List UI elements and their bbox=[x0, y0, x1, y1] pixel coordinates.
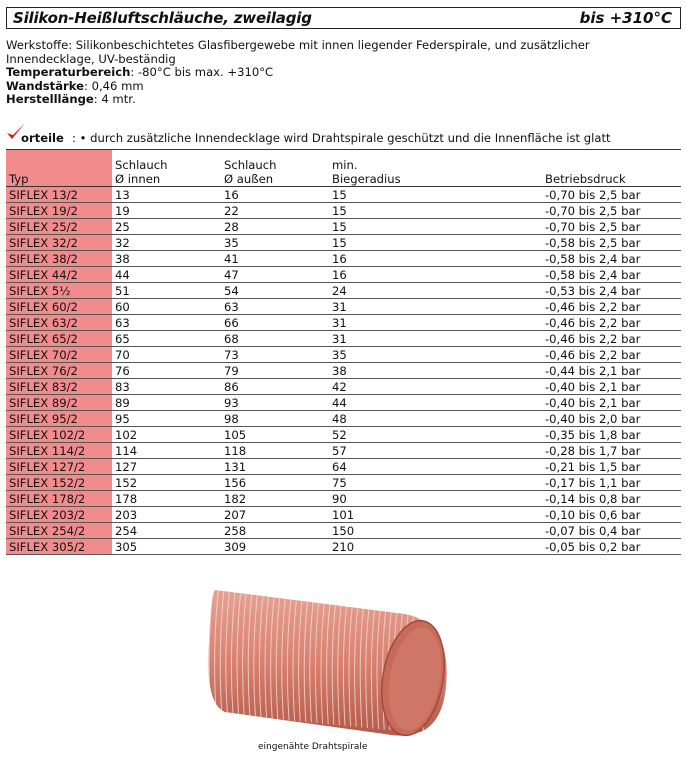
cell-pressure: -0,70 bis 2,5 bar bbox=[437, 203, 681, 219]
cell-bend-radius: 42 bbox=[329, 379, 437, 395]
table-header-row bbox=[6, 150, 681, 187]
cell-pressure: -0,10 bis 0,6 bar bbox=[437, 507, 681, 523]
cell-typ: SIFLEX 305/2 bbox=[6, 539, 112, 555]
spec-herstelllaenge-label: Herstelllänge bbox=[6, 92, 94, 106]
header-radius-line2: Biegeradius bbox=[332, 172, 401, 186]
image-caption: eingenähte Drahtspirale bbox=[258, 742, 368, 752]
cell-pressure: -0,58 bis 2,4 bar bbox=[437, 267, 681, 283]
cell-inner-diameter: 76 bbox=[112, 363, 221, 379]
cell-outer-diameter: 86 bbox=[221, 379, 329, 395]
cell-outer-diameter: 93 bbox=[221, 395, 329, 411]
advantages-text: : • durch zusätzliche Innendecklage wird Drahtspirale geschützt und die Innenfläche ist glatt bbox=[72, 131, 611, 145]
cell-bend-radius: 101 bbox=[329, 507, 437, 523]
cell-typ: SIFLEX 13/2 bbox=[6, 187, 112, 203]
cell-outer-diameter: 98 bbox=[221, 411, 329, 427]
cell-typ: SIFLEX 83/2 bbox=[6, 379, 112, 395]
cell-outer-diameter: 66 bbox=[221, 315, 329, 331]
spec-wandstaerke bbox=[6, 80, 678, 94]
cell-inner-diameter: 60 bbox=[112, 299, 221, 315]
cell-outer-diameter: 47 bbox=[221, 267, 329, 283]
cell-pressure: -0,40 bis 2,1 bar bbox=[437, 395, 681, 411]
spec-temperatur-value: : -80°C bis max. +310°C bbox=[130, 65, 274, 79]
specifications bbox=[6, 39, 678, 107]
table-row bbox=[6, 443, 681, 459]
cell-pressure: -0,46 bis 2,2 bar bbox=[437, 347, 681, 363]
cell-typ: SIFLEX 65/2 bbox=[6, 331, 112, 347]
hose-image bbox=[205, 584, 465, 744]
cell-pressure: -0,58 bis 2,5 bar bbox=[437, 235, 681, 251]
cell-inner-diameter: 254 bbox=[112, 523, 221, 539]
header-pressure: Betriebsdruck bbox=[437, 150, 681, 187]
table-row bbox=[6, 187, 681, 203]
cell-outer-diameter: 156 bbox=[221, 475, 329, 491]
cell-inner-diameter: 203 bbox=[112, 507, 221, 523]
title-bar bbox=[6, 7, 681, 29]
cell-outer-diameter: 22 bbox=[221, 203, 329, 219]
cell-outer-diameter: 182 bbox=[221, 491, 329, 507]
cell-pressure: -0,14 bis 0,8 bar bbox=[437, 491, 681, 507]
cell-pressure: -0,05 bis 0,2 bar bbox=[437, 539, 681, 555]
cell-pressure: -0,70 bis 2,5 bar bbox=[437, 219, 681, 235]
cell-typ: SIFLEX 114/2 bbox=[6, 443, 112, 459]
table-row bbox=[6, 459, 681, 475]
header-inner-line1: Schlauch bbox=[115, 158, 168, 172]
cell-inner-diameter: 32 bbox=[112, 235, 221, 251]
spec-werkstoffe bbox=[6, 39, 678, 66]
table-row bbox=[6, 491, 681, 507]
spec-werkstoffe-label: Werkstoffe bbox=[6, 38, 69, 52]
cell-inner-diameter: 305 bbox=[112, 539, 221, 555]
cell-pressure: -0,58 bis 2,4 bar bbox=[437, 251, 681, 267]
cell-inner-diameter: 89 bbox=[112, 395, 221, 411]
cell-pressure: -0,35 bis 1,8 bar bbox=[437, 427, 681, 443]
cell-typ: SIFLEX 5½ bbox=[6, 283, 112, 299]
cell-typ: SIFLEX 38/2 bbox=[6, 251, 112, 267]
cell-inner-diameter: 63 bbox=[112, 315, 221, 331]
cell-outer-diameter: 16 bbox=[221, 187, 329, 203]
spec-wandstaerke-value: : 0,46 mm bbox=[84, 78, 144, 93]
cell-typ: SIFLEX 76/2 bbox=[6, 363, 112, 379]
hose-spec-table bbox=[6, 149, 681, 555]
table-row bbox=[6, 283, 681, 299]
spec-temperatur-label: Temperaturbereich bbox=[6, 65, 131, 79]
cell-bend-radius: 31 bbox=[329, 331, 437, 347]
cell-bend-radius: 48 bbox=[329, 411, 437, 427]
spec-herstelllaenge bbox=[6, 93, 678, 107]
cell-bend-radius: 15 bbox=[329, 235, 437, 251]
cell-pressure: -0,07 bis 0,4 bar bbox=[437, 523, 681, 539]
cell-outer-diameter: 73 bbox=[221, 347, 329, 363]
cell-typ: SIFLEX 19/2 bbox=[6, 203, 112, 219]
header-outer-line1: Schlauch bbox=[224, 158, 277, 172]
cell-pressure: -0,46 bis 2,2 bar bbox=[437, 331, 681, 347]
header-radius-line1: min. bbox=[332, 158, 358, 172]
cell-outer-diameter: 258 bbox=[221, 523, 329, 539]
cell-typ: SIFLEX 95/2 bbox=[6, 411, 112, 427]
table-row bbox=[6, 363, 681, 379]
cell-typ: SIFLEX 102/2 bbox=[6, 427, 112, 443]
spec-temperatur bbox=[6, 66, 678, 80]
cell-outer-diameter: 131 bbox=[221, 459, 329, 475]
cell-inner-diameter: 70 bbox=[112, 347, 221, 363]
header-inner-line2: Ø innen bbox=[115, 172, 161, 186]
cell-outer-diameter: 41 bbox=[221, 251, 329, 267]
cell-bend-radius: 35 bbox=[329, 347, 437, 363]
cell-pressure: -0,21 bis 1,5 bar bbox=[437, 459, 681, 475]
cell-typ: SIFLEX 44/2 bbox=[6, 267, 112, 283]
cell-bend-radius: 15 bbox=[329, 219, 437, 235]
cell-typ: SIFLEX 25/2 bbox=[6, 219, 112, 235]
cell-inner-diameter: 102 bbox=[112, 427, 221, 443]
cell-typ: SIFLEX 203/2 bbox=[6, 507, 112, 523]
cell-pressure: -0,53 bis 2,4 bar bbox=[437, 283, 681, 299]
cell-inner-diameter: 13 bbox=[112, 187, 221, 203]
cell-outer-diameter: 54 bbox=[221, 283, 329, 299]
table-body bbox=[6, 187, 681, 555]
table-row bbox=[6, 347, 681, 363]
cell-bend-radius: 24 bbox=[329, 283, 437, 299]
table-row bbox=[6, 235, 681, 251]
cell-inner-diameter: 38 bbox=[112, 251, 221, 267]
cell-inner-diameter: 83 bbox=[112, 379, 221, 395]
cell-typ: SIFLEX 178/2 bbox=[6, 491, 112, 507]
table-row bbox=[6, 395, 681, 411]
cell-inner-diameter: 51 bbox=[112, 283, 221, 299]
cell-outer-diameter: 309 bbox=[221, 539, 329, 555]
cell-bend-radius: 38 bbox=[329, 363, 437, 379]
table-row bbox=[6, 523, 681, 539]
temperature-rating: bis +310°C bbox=[579, 9, 672, 27]
table-row bbox=[6, 475, 681, 491]
header-outer bbox=[221, 150, 329, 187]
cell-typ: SIFLEX 254/2 bbox=[6, 523, 112, 539]
cell-bend-radius: 31 bbox=[329, 315, 437, 331]
cell-pressure: -0,46 bis 2,2 bar bbox=[437, 299, 681, 315]
table-row bbox=[6, 411, 681, 427]
header-inner bbox=[112, 150, 221, 187]
cell-typ: SIFLEX 152/2 bbox=[6, 475, 112, 491]
cell-bend-radius: 210 bbox=[329, 539, 437, 555]
table-row bbox=[6, 507, 681, 523]
cell-bend-radius: 150 bbox=[329, 523, 437, 539]
cell-inner-diameter: 19 bbox=[112, 203, 221, 219]
cell-inner-diameter: 152 bbox=[112, 475, 221, 491]
cell-pressure: -0,40 bis 2,0 bar bbox=[437, 411, 681, 427]
cell-inner-diameter: 127 bbox=[112, 459, 221, 475]
header-typ: Typ bbox=[6, 150, 112, 187]
table-row bbox=[6, 539, 681, 555]
cell-outer-diameter: 63 bbox=[221, 299, 329, 315]
cell-pressure: -0,70 bis 2,5 bar bbox=[437, 187, 681, 203]
spec-werkstoffe-value: : Silikonbeschichtetes Glasfibergewebe mit innen liegender Federspirale, und zusätzlicher Innendecklage, UV-beständig bbox=[6, 38, 590, 66]
cell-outer-diameter: 105 bbox=[221, 427, 329, 443]
cell-bend-radius: 15 bbox=[329, 187, 437, 203]
table-row bbox=[6, 315, 681, 331]
cell-typ: SIFLEX 63/2 bbox=[6, 315, 112, 331]
cell-inner-diameter: 95 bbox=[112, 411, 221, 427]
cell-pressure: -0,44 bis 2,1 bar bbox=[437, 363, 681, 379]
table-row bbox=[6, 203, 681, 219]
cell-inner-diameter: 44 bbox=[112, 267, 221, 283]
cell-pressure: -0,17 bis 1,1 bar bbox=[437, 475, 681, 491]
cell-outer-diameter: 68 bbox=[221, 331, 329, 347]
spec-herstelllaenge-value: : 4 mtr. bbox=[93, 92, 136, 106]
advantages-label: orteile bbox=[21, 131, 64, 145]
cell-pressure: -0,28 bis 1,7 bar bbox=[437, 443, 681, 459]
page-title: Silikon-Heißluftschläuche, zweilagig bbox=[13, 9, 312, 27]
cell-outer-diameter: 28 bbox=[221, 219, 329, 235]
cell-typ: SIFLEX 127/2 bbox=[6, 459, 112, 475]
cell-bend-radius: 52 bbox=[329, 427, 437, 443]
cell-bend-radius: 57 bbox=[329, 443, 437, 459]
table-row bbox=[6, 219, 681, 235]
table-row bbox=[6, 427, 681, 443]
table-row bbox=[6, 251, 681, 267]
cell-bend-radius: 75 bbox=[329, 475, 437, 491]
header-radius bbox=[329, 150, 437, 187]
cell-inner-diameter: 114 bbox=[112, 443, 221, 459]
cell-typ: SIFLEX 32/2 bbox=[6, 235, 112, 251]
table-row bbox=[6, 299, 681, 315]
cell-outer-diameter: 207 bbox=[221, 507, 329, 523]
table-row bbox=[6, 267, 681, 283]
cell-pressure: -0,46 bis 2,2 bar bbox=[437, 315, 681, 331]
cell-typ: SIFLEX 60/2 bbox=[6, 299, 112, 315]
header-outer-line2: Ø außen bbox=[224, 172, 274, 186]
cell-bend-radius: 31 bbox=[329, 299, 437, 315]
table-row bbox=[6, 379, 681, 395]
cell-inner-diameter: 25 bbox=[112, 219, 221, 235]
cell-inner-diameter: 65 bbox=[112, 331, 221, 347]
cell-outer-diameter: 79 bbox=[221, 363, 329, 379]
cell-outer-diameter: 35 bbox=[221, 235, 329, 251]
cell-bend-radius: 44 bbox=[329, 395, 437, 411]
cell-bend-radius: 64 bbox=[329, 459, 437, 475]
cell-typ: SIFLEX 89/2 bbox=[6, 395, 112, 411]
cell-pressure: -0,40 bis 2,1 bar bbox=[437, 379, 681, 395]
cell-bend-radius: 90 bbox=[329, 491, 437, 507]
cell-typ: SIFLEX 70/2 bbox=[6, 347, 112, 363]
table-row bbox=[6, 331, 681, 347]
spec-wandstaerke-label: Wandstärke bbox=[6, 78, 84, 93]
cell-inner-diameter: 178 bbox=[112, 491, 221, 507]
cell-bend-radius: 15 bbox=[329, 203, 437, 219]
cell-outer-diameter: 118 bbox=[221, 443, 329, 459]
cell-bend-radius: 16 bbox=[329, 267, 437, 283]
cell-bend-radius: 16 bbox=[329, 251, 437, 267]
